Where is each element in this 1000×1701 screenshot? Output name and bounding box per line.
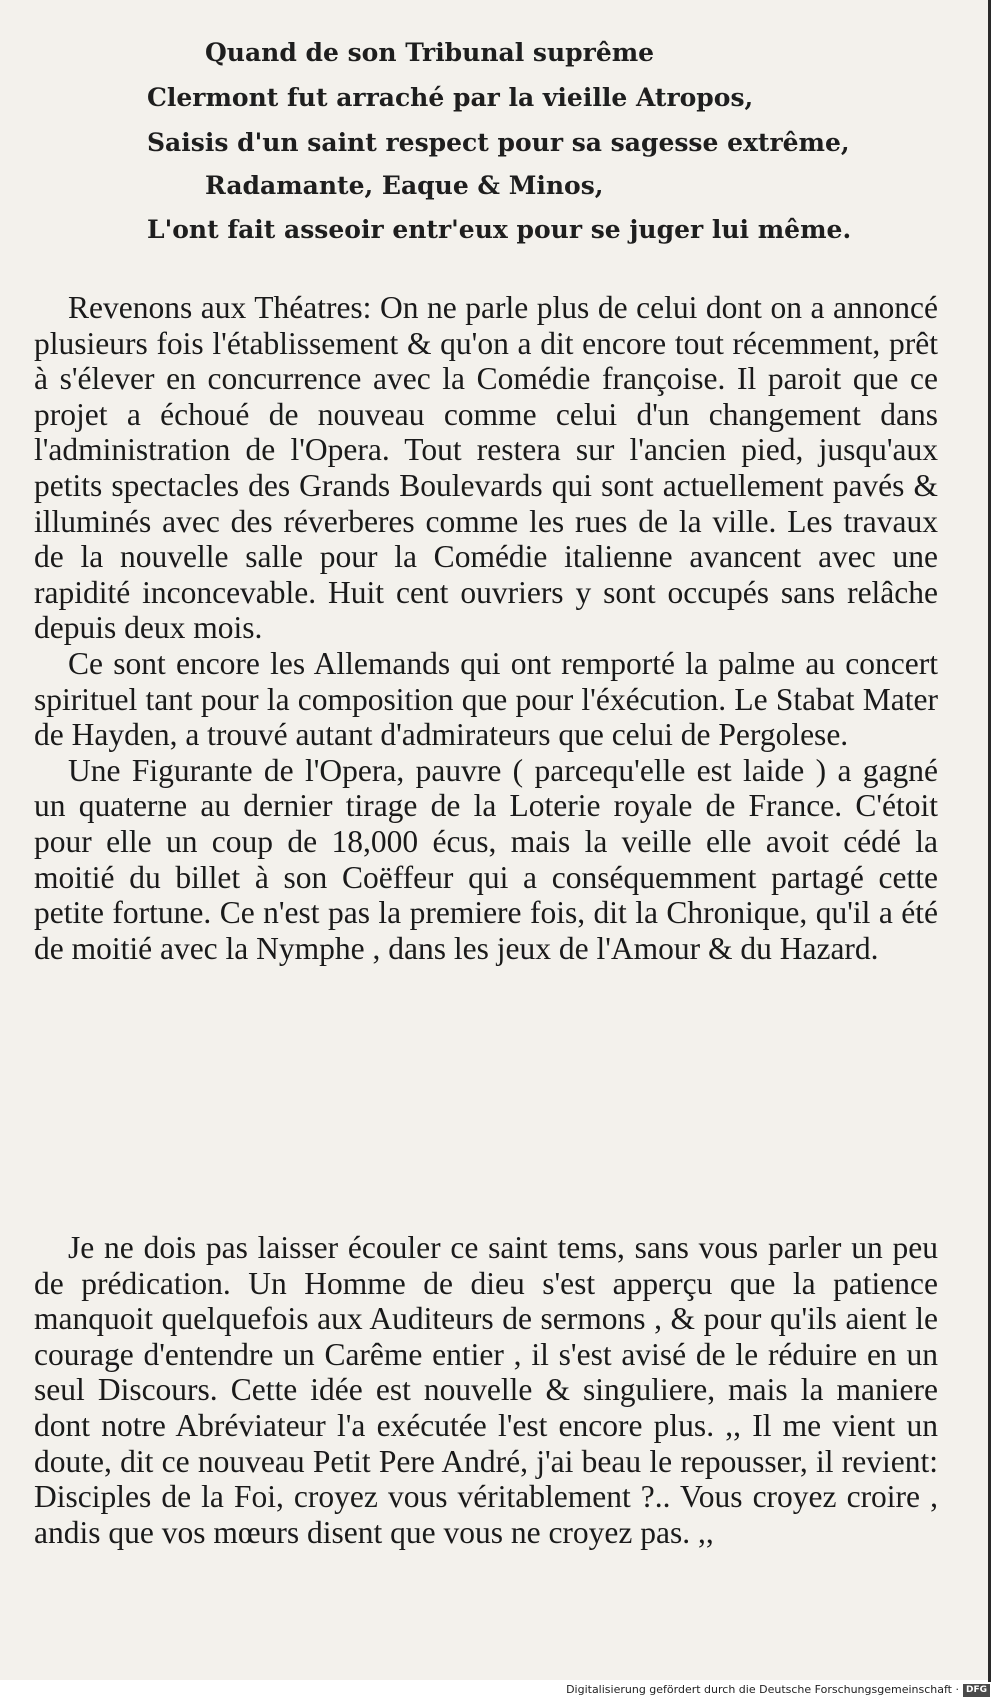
paragraph: Ce sont encore les Allemands qui ont remporté la palme au concert spirituel tant pour la composition que pour l'éxécution. Le Stabat Mater de Hayden, a trouvé autant d'admirateurs que celui de Pergolese.: [34, 645, 938, 753]
scan-edge: [988, 0, 991, 1682]
dfg-logo: DFG: [963, 1684, 990, 1697]
paragraph: Revenons aux Théatres: On ne parle plus de celui dont on a annoncé plusieurs fois l'établissement & qu'on a dit encore tout récemment, prêt à s'élever en concurrence avec la Comédie françoise. Il paroit que ce projet a échoué de nouveau comme celui d'un changement dans l'administration de l'Opera. Tout restera sur l'ancien pied, jusqu'aux petits spectacles des Grands Boulevards qui sont actuellement pavés & illuminés avec des réverberes comme les rues de la ville. Les travaux de la nouvelle salle pour la Comédie italienne avancent avec une rapidité inconcevable. Huit cent ouvriers y sont occupés sans relâche depuis deux mois.: [34, 290, 938, 646]
poem-line: Radamante, Eaque & Minos,: [205, 171, 604, 200]
poem-line: Saisis d'un saint respect pour sa sagesse extrême,: [147, 128, 850, 157]
poem-line: Clermont fut arraché par la vieille Atropos,: [147, 83, 754, 112]
paragraph: Je ne dois pas laisser écouler ce saint tems, sans vous parler un peu de prédication. Un Homme de dieu s'est apperçu que la patience manquoit quelquefois aux Auditeurs de sermons , & pour qu'ils aient le courage d'entendre un Carême entier , il s'est avisé de le réduire en un seul Discours. Cette idée est nouvelle & singuliere, mais la maniere dont notre Abréviateur l'a exécutée l'est encore plus. ,, Il me vient un doute, dit ce nouveau Petit Pere André, j'ai beau le repousser, il revient: Disciples de la Foi, croyez vous véritablement ?.. Vous croyez croire , andis que vos mœurs disent que vous ne croyez pas. ,,: [34, 1230, 938, 1550]
footer-text: Digitalisierung gefördert durch die Deutsche Forschungsgemeinschaft ·: [566, 1683, 959, 1696]
poem-line: Quand de son Tribunal suprême: [205, 38, 655, 67]
article-block-theatres: [34, 290, 938, 966]
poem-line: L'ont fait asseoir entr'eux pour se juger lui même.: [147, 215, 852, 244]
article-block-predication: [34, 1230, 938, 1550]
digitization-footer: [0, 1683, 990, 1697]
paragraph: Une Figurante de l'Opera, pauvre ( parcequ'elle est laide ) a gagné un quaterne au dernier tirage de la Loterie royale de France. C'étoit pour elle un coup de 18,000 écus, mais la veille elle avoit cédé la moitié du billet à son Coëffeur qui a conséquemment partagé cette petite fortune. Ce n'est pas la premiere fois, dit la Chronique, qu'il a été de moitié avec la Nymphe , dans les jeux de l'Amour & du Hazard.: [34, 752, 938, 966]
